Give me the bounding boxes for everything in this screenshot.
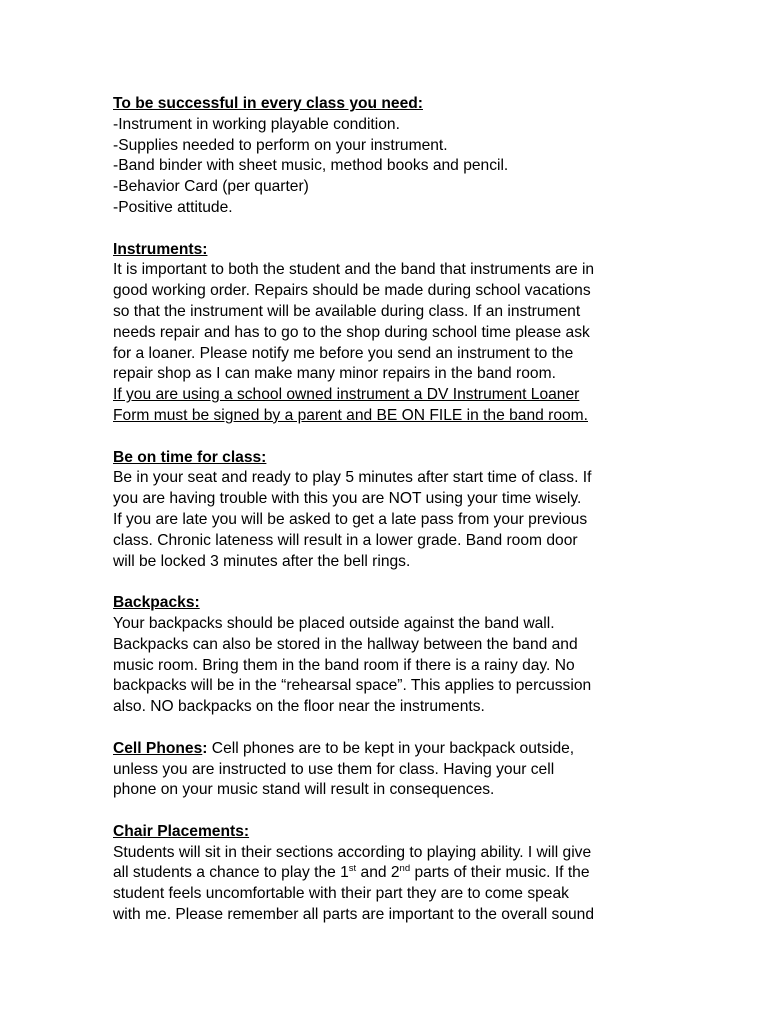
chair-text-part: and 2 — [356, 864, 400, 882]
on-time-text-line: Be in your seat and ready to play 5 minutes after start time of class. If — [113, 469, 592, 487]
chair-placements-text-line: Students will sit in their sections according to playing ability. I will give — [113, 843, 592, 861]
backpacks-text-line: Backpacks can also be stored in the hallway between the band and — [113, 635, 578, 653]
paragraph-gap — [113, 427, 665, 448]
instruments-text-line: for a loaner. Please notify me before you send an instrument to the — [113, 344, 574, 362]
cell-phones-text: Cell phones are to be kept in your backpack outside, — [207, 739, 575, 757]
requirement-item: -Positive attitude. — [113, 198, 233, 216]
backpacks-text-line: also. NO backpacks on the floor near the instruments. — [113, 698, 485, 716]
cell-phones-colon: : — [202, 739, 208, 757]
instruments-text-line: good working order. Repairs should be made during school vacations — [113, 282, 591, 300]
backpacks-text-line: backpacks will be in the “rehearsal space”. This applies to percussion — [113, 677, 592, 695]
requirements-heading: To be successful in every class you need: — [113, 95, 423, 112]
chair-placements-heading: Chair Placements: — [113, 822, 250, 840]
requirement-item: -Band binder with sheet music, method books and pencil. — [113, 157, 509, 175]
chair-placements-text-line: with me. Please remember all parts are important to the overall sound — [113, 906, 595, 924]
paragraph-gap — [113, 718, 665, 739]
chair-text-part: all students a chance to play the 1 — [113, 864, 349, 882]
requirement-item: -Instrument in working playable condition. — [113, 115, 400, 133]
backpacks-text-line: music room. Bring them in the band room if there is a rainy day. No — [113, 656, 575, 674]
on-time-text-line: If you are late you will be asked to get a late pass from your previous — [113, 510, 588, 528]
instruments-text-line: needs repair and has to go to the shop during school time please ask — [113, 323, 590, 341]
ordinal-superscript: nd — [399, 863, 411, 875]
document-page — [113, 94, 665, 926]
paragraph-gap — [113, 219, 665, 240]
backpacks-heading: Backpacks: — [113, 594, 200, 612]
loaner-form-notice-line: Form must be signed by a parent and BE ON FILE in the band room. — [113, 406, 588, 424]
cell-phones-first-line — [113, 739, 665, 760]
paragraph-gap — [113, 801, 665, 822]
instruments-heading: Instruments: — [113, 240, 208, 258]
backpacks-text-line: Your backpacks should be placed outside against the band wall. — [113, 614, 555, 632]
on-time-heading: Be on time for class: — [113, 448, 267, 466]
chair-text-part: parts of their music. If the — [410, 864, 590, 882]
cell-phones-heading: Cell Phones — [113, 739, 203, 757]
on-time-text-line: will be locked 3 minutes after the bell rings. — [113, 552, 411, 570]
on-time-text-line: you are having trouble with this you are NOT using your time wisely. — [113, 490, 582, 508]
on-time-text-line: class. Chronic lateness will result in a lower grade. Band room door — [113, 531, 578, 549]
chair-placements-text-line — [113, 863, 665, 884]
paragraph-gap — [113, 572, 665, 593]
requirement-item: -Behavior Card (per quarter) — [113, 178, 309, 196]
ordinal-superscript: st — [348, 863, 357, 875]
instruments-text-line: repair shop as I can make many minor repairs in the band room. — [113, 365, 556, 383]
loaner-form-notice-line: If you are using a school owned instrument a DV Instrument Loaner — [113, 386, 580, 404]
chair-placements-text-line: student feels uncomfortable with their part they are to come speak — [113, 885, 569, 903]
cell-phones-text-line: unless you are instructed to use them for class. Having your cell — [113, 760, 555, 778]
instruments-text-line: It is important to both the student and the band that instruments are in — [113, 261, 595, 279]
cell-phones-text-line: phone on your music stand will result in consequences. — [113, 781, 495, 799]
requirement-item: -Supplies needed to perform on your instrument. — [113, 136, 448, 154]
instruments-text-line: so that the instrument will be available during class. If an instrument — [113, 302, 581, 320]
